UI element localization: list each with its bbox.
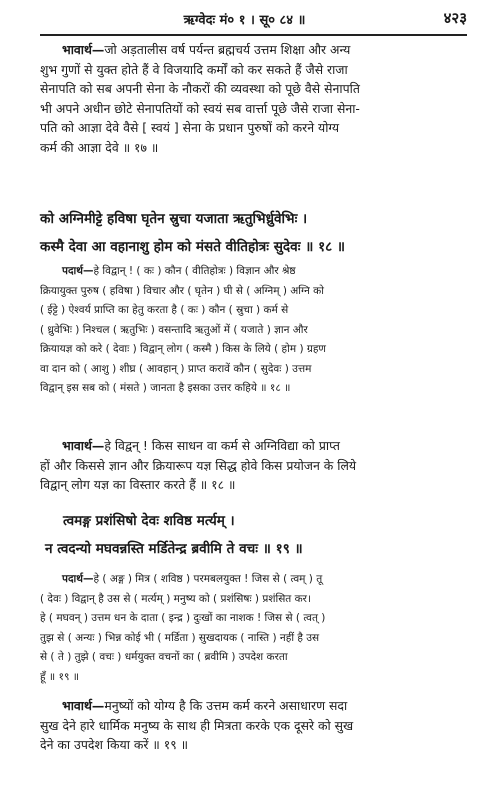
text-line	[40, 262, 466, 282]
text-line: विद्वान् लोग यज्ञ का विस्तार करते हैं ॥ १८ ॥	[40, 477, 236, 493]
text-line	[40, 696, 466, 716]
padartha-label: पदार्थ—	[62, 573, 94, 585]
text-line: हे ( मघवन् ) उत्तम धन के दाता ( इन्द्र ) दुःखों का नाशक ! जिस से ( त्वत् )	[40, 612, 326, 624]
page-number: ४२३	[443, 9, 467, 27]
bhavartha-17	[40, 40, 466, 158]
text-line	[40, 40, 466, 60]
text-line: सुख देने हारे धार्मिक मनुष्य के साथ ही मित्रता करके एक दूसरे को सुख	[40, 717, 354, 733]
verse-line: को अग्निमीट्टे हविषा घृतेन स्रुचा यजाता ऋतुभिर्ध्रुवेभिः ।	[40, 211, 308, 227]
text-line: ( देवः ) विद्वान् है उस से ( मर्त्यम् ) मनुष्य को ( प्रशंसिषः ) प्रशंसित कर।	[40, 592, 311, 605]
padartha-label: पदार्थ—	[62, 265, 94, 277]
bhavartha-label: भावार्थ—	[62, 698, 105, 713]
bhavartha-19	[40, 696, 466, 755]
text-line: सेनापति को सब अपनी सेना के नौकरों की व्यवस्था को पूछे वैसे सेनापति	[40, 81, 360, 97]
padartha-text: हे विद्वान् ! ( कः ) कौन ( वीतिहोत्रः ) विज्ञान और श्रेष्ठ	[93, 265, 296, 277]
running-title: ऋग्वेदः मं० १ । सू० ८४ ॥	[183, 13, 306, 28]
bhavartha-text: मनुष्यों को योग्य है कि उत्तम कर्म करने असाधारण सदा	[104, 698, 348, 713]
bhavartha-18	[40, 436, 466, 495]
text-line: शुभ गुणों से युक्त होते हैं वे विजयादि कर्मों को कर सकते हैं जैसे राजा	[40, 61, 348, 77]
text-line	[40, 570, 466, 590]
text-line: हों और किससे ज्ञान और क्रियारूप यज्ञ सिद्ध होवे किस प्रयोजन के लिये	[40, 457, 357, 473]
bhavartha-label: भावार्थ—	[62, 438, 105, 453]
header-rule	[40, 34, 467, 36]
text-line: कर्म की आज्ञा देवे ॥ १७ ॥	[40, 139, 159, 155]
text-line: हूँ ॥ १९ ॥	[40, 670, 80, 683]
mantra-19	[45, 507, 471, 563]
text-line	[40, 436, 466, 456]
bhavartha-text: हे विद्वन् ! किस साधन वा कर्म से अग्निविद्या को प्राप्त	[104, 438, 340, 453]
padartha-text: हे ( अङ्ग ) मित्र ( शविष्ठ ) परमबलयुक्त ! जिस से ( त्वम् ) तू	[93, 573, 323, 585]
bhavartha-label: भावार्थ—	[62, 42, 105, 57]
verse-line: न त्वदन्यो मघवन्नस्ति मर्डितेन्द्र ब्रवीमि ते वचः ॥ १९ ॥	[45, 541, 303, 557]
text-line: पति को आज्ञा देवे वैसे [ स्वयं ] सेना के प्रधान पुरुषों को करने योग्य	[40, 120, 340, 136]
text-line: भी अपने अधीन छोटे सेनापतियों को स्वयं सब वार्त्ता पूछे जैसे राजा सेना-	[40, 100, 360, 116]
text-line: देने का उपदेश किया करें ॥ १९ ॥	[40, 737, 189, 753]
verse-line: कस्मै देवा आ वहानाशु होम को मंसते वीतिहोत्रः सुदेवः ॥ १८ ॥	[40, 239, 346, 255]
text-line: विद्वान् इस सब को ( मंसते ) जानता है इसका उत्तर कहिये ॥ १८ ॥	[40, 382, 291, 394]
text-line: वा दान को ( आशु ) शीघ्र ( आवहान् ) प्राप्त करावें कौन ( सुदेवः ) उत्तम	[40, 362, 312, 375]
padartha-18	[40, 262, 466, 399]
text-line: ( ईट्टे ) ऐश्वर्य प्राप्ति का हेतु करता है ( कः ) कौन ( स्रुचा ) कर्म से	[40, 304, 289, 316]
padartha-19	[40, 570, 466, 687]
page-header	[0, 0, 489, 40]
text-line: से ( ते ) तुझे ( वचः ) धर्मयुक्त वचनों का ( ब्रवीमि ) उपदेश करता	[40, 651, 288, 663]
verse-line: त्वमङ्ग प्रशंसिषो देवः शविष्ठ मर्त्यम् ।	[63, 513, 235, 529]
text-line: क्रियायज्ञ को करे ( देवाः ) विद्वान् लोग ( कस्मै ) किस के लिये ( होम ) ग्रहण	[40, 343, 326, 355]
text-line: क्रियायुक्त पुरुष ( हविषा ) विचार और ( घृतेन ) घी से ( अग्निम् ) अग्नि को	[40, 284, 324, 297]
mantra-18	[40, 205, 466, 261]
bhavartha-text: जो अड़तालीस वर्ष पर्यन्त ब्रह्मचर्य उत्तम शिक्षा और अन्य	[104, 42, 351, 57]
text-line: ( ध्रुवेभिः ) निश्चल ( ऋतुभिः ) वसन्तादि ऋतुओं में ( यजाते ) ज्ञान और	[40, 323, 308, 336]
text-line: तुझ से ( अन्यः ) भिन्न कोई भी ( मर्डिता ) सुखदायक ( नास्ति ) नहीं है उस	[40, 631, 320, 644]
